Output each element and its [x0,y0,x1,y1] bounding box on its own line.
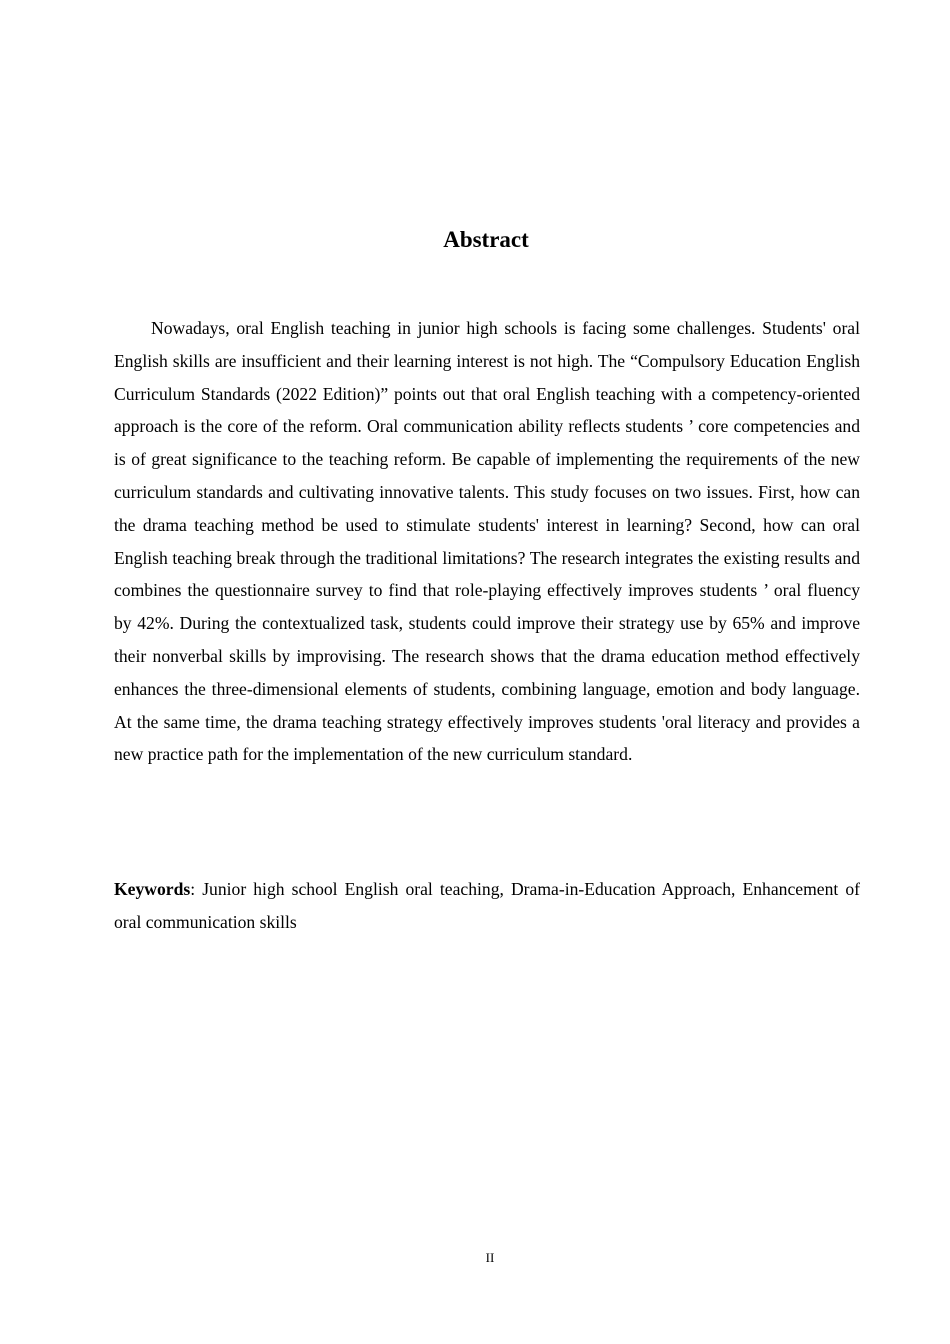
keywords-paragraph [114,873,860,939]
keywords-text: Junior high school English oral teaching, Drama-in-Education Approach, Enhancement of oral communication skills [114,879,860,932]
keywords-separator: : [190,879,196,899]
abstract-title: Abstract [443,227,529,252]
abstract-body: Nowadays, oral English teaching in junior high schools is facing some challenges. Students' oral English skills are insufficient and their learning interest is not high. The “Compulsory Education English Curriculum Standards (2022 Edition)” points out that oral English teaching with a competency-oriented approach is the core of the reform. Oral communication ability reflects students ’ core competencies and is of great significance to the teaching reform. Be capable of implementing the requirements of the new curriculum standards and cultivating innovative talents. This study focuses on two issues. First, how can the drama teaching method be used to stimulate students' interest in learning? Second, how can oral English teaching break through the traditional limitations? The research integrates the existing results and combines the questionnaire survey to find that role-playing effectively improves students ’ oral fluency by 42%. During the contextualized task, students could improve their strategy use by 65% and improve their nonverbal skills by improvising. The research shows that the drama education method effectively enhances the three-dimensional elements of students, combining language, emotion and body language. At the same time, the drama teaching strategy effectively improves students 'oral literacy and provides a new practice path for the implementation of the new curriculum standard. [114,318,860,765]
keywords-label: Keywords [114,879,191,899]
page-number: II [485,1250,495,1265]
